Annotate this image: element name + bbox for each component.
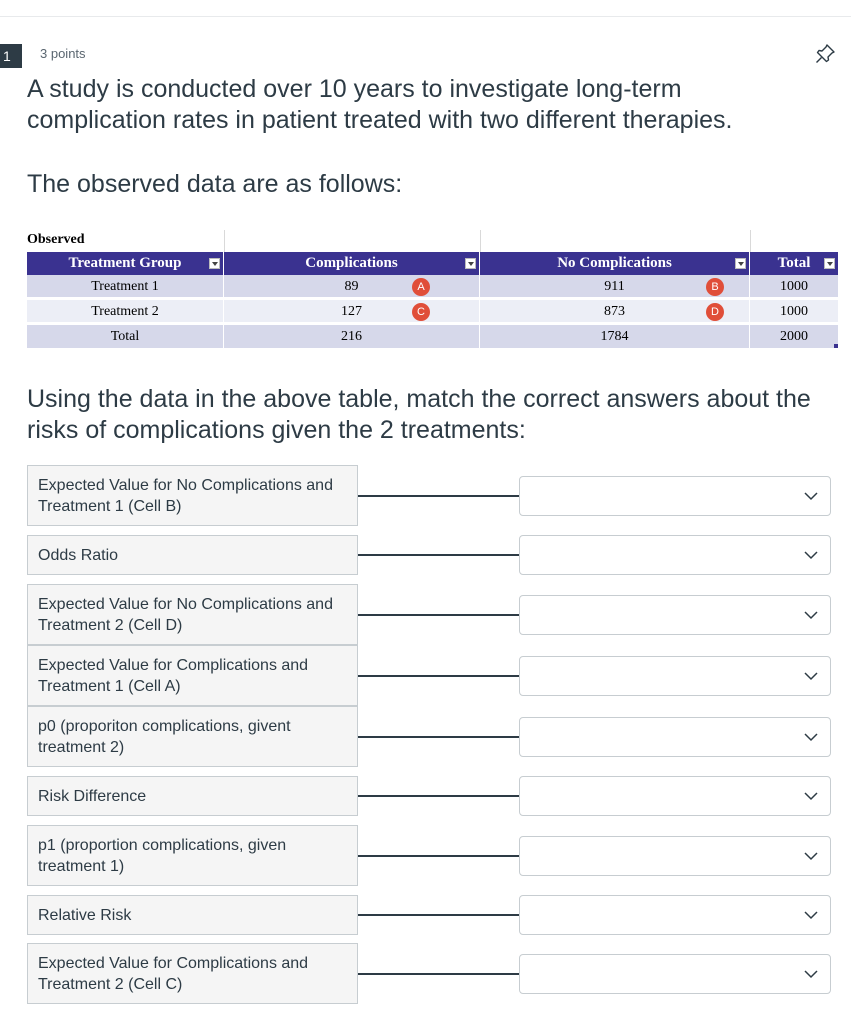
grid-line xyxy=(224,230,225,252)
answer-select[interactable] xyxy=(519,954,831,994)
filter-dropdown-icon[interactable] xyxy=(465,258,476,269)
chevron-down-icon xyxy=(804,671,818,681)
filter-dropdown-icon[interactable] xyxy=(824,258,835,269)
connector-line xyxy=(358,554,520,556)
header-cell xyxy=(480,252,750,275)
chevron-down-icon xyxy=(804,969,818,979)
match-prompt: Expected Value for Complications and Treatment 1 (Cell A) xyxy=(27,645,358,706)
connector-line xyxy=(358,855,520,857)
question-text: A study is conducted over 10 years to investigate long-term complication rates in patient treated with two different therapies. xyxy=(27,75,733,134)
filter-dropdown-icon[interactable] xyxy=(735,258,746,269)
match-prompt: p0 (proporiton complications, givent treatment 2) xyxy=(27,706,358,767)
header-label: Treatment Group xyxy=(68,255,182,271)
header-cell xyxy=(27,252,224,275)
table-title: Observed xyxy=(27,232,85,247)
table-cell: Treatment 1 xyxy=(27,275,224,298)
header-label: Total xyxy=(777,255,811,271)
match-prompt: Expected Value for No Complications and Treatment 1 (Cell B) xyxy=(27,465,358,526)
match-prompt: Risk Difference xyxy=(27,776,358,816)
header-cell xyxy=(750,252,839,275)
cell-value: 2000 xyxy=(780,329,808,344)
table-row xyxy=(27,275,839,298)
cell-badge: B xyxy=(706,278,724,296)
header-label: No Complications xyxy=(557,255,672,271)
connector-line xyxy=(358,614,520,616)
connector-line xyxy=(358,736,520,738)
grid-line xyxy=(750,230,751,252)
question-subtext: The observed data are as follows: xyxy=(27,170,403,198)
table-cell: 1000 xyxy=(750,275,839,298)
question-points: 3 points xyxy=(40,46,86,61)
instruction-text: Using the data in the above table, match the correct answers about the risks of complications given the 2 treatments: xyxy=(27,385,811,444)
answer-select[interactable] xyxy=(519,476,831,516)
table-cell: Total xyxy=(27,325,224,348)
table-cell xyxy=(224,275,480,298)
answer-select[interactable] xyxy=(519,836,831,876)
table-cell xyxy=(224,300,480,323)
pin-icon[interactable] xyxy=(813,42,837,66)
connector-line xyxy=(358,973,520,975)
table-cell xyxy=(480,275,750,298)
chevron-down-icon xyxy=(804,610,818,620)
table-row xyxy=(27,300,839,323)
match-prompt: Odds Ratio xyxy=(27,535,358,575)
match-prompt: Expected Value for No Complications and Treatment 2 (Cell D) xyxy=(27,584,358,645)
table-cell xyxy=(750,325,839,348)
table-cell: Treatment 2 xyxy=(27,300,224,323)
table-header-row xyxy=(27,252,839,275)
resize-handle xyxy=(834,344,838,348)
answer-select[interactable] xyxy=(519,656,831,696)
match-prompt: Relative Risk xyxy=(27,895,358,935)
connector-line xyxy=(358,495,520,497)
match-prompt: p1 (proportion complications, given treatment 1) xyxy=(27,825,358,886)
answer-select[interactable] xyxy=(519,535,831,575)
answer-select[interactable] xyxy=(519,595,831,635)
answer-select[interactable] xyxy=(519,717,831,757)
header-cell xyxy=(224,252,480,275)
cell-badge: C xyxy=(412,303,430,321)
grid-line xyxy=(480,230,481,252)
cell-value: 89 xyxy=(344,279,359,294)
cell-value: 911 xyxy=(604,279,625,294)
chevron-down-icon xyxy=(804,732,818,742)
chevron-down-icon xyxy=(804,491,818,501)
connector-line xyxy=(358,914,520,916)
chevron-down-icon xyxy=(804,910,818,920)
connector-line xyxy=(358,795,520,797)
table-cell: 216 xyxy=(224,325,480,348)
answer-select[interactable] xyxy=(519,895,831,935)
top-divider xyxy=(0,16,851,17)
table-total-row xyxy=(27,325,839,348)
filter-dropdown-icon[interactable] xyxy=(209,258,220,269)
table-cell: 1000 xyxy=(750,300,839,323)
header-label: Complications xyxy=(305,255,398,271)
question-number: 1 xyxy=(0,44,22,68)
chevron-down-icon xyxy=(804,851,818,861)
connector-line xyxy=(358,675,520,677)
cell-badge: A xyxy=(412,278,430,296)
cell-badge: D xyxy=(706,303,724,321)
match-prompt: Expected Value for Complications and Treatment 2 (Cell C) xyxy=(27,943,358,1004)
answer-select[interactable] xyxy=(519,776,831,816)
table-cell xyxy=(480,300,750,323)
cell-value: 127 xyxy=(341,304,362,319)
cell-value: 873 xyxy=(604,304,625,319)
table-cell: 1784 xyxy=(480,325,750,348)
chevron-down-icon xyxy=(804,791,818,801)
chevron-down-icon xyxy=(804,550,818,560)
